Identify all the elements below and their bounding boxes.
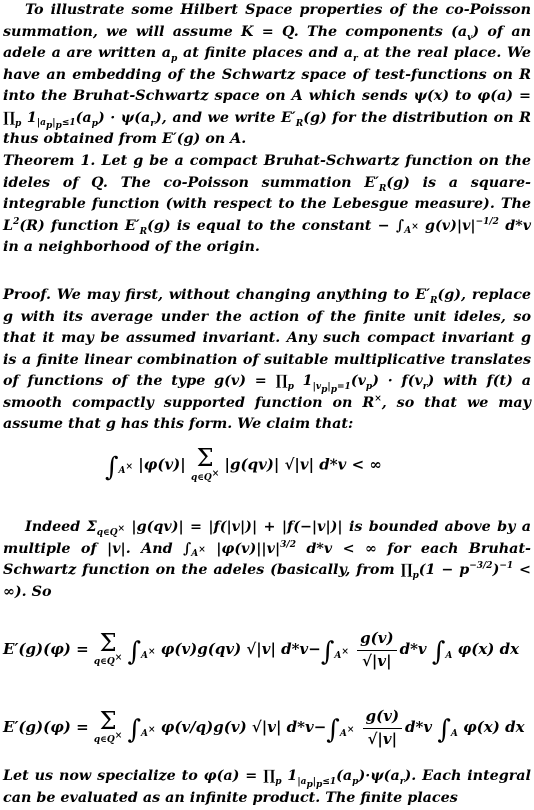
intro-paragraph: To illustrate some Hilbert Space properties of the co-Poisson summation, we will assume K = Q. The components $(a_v)$ of an adele a are written $a_p$ at finite places and $a_r$ at the real place. We have an embedding of the Schwartz space of test-functions on R into the Bruhat-Schwartz space on A which sends ψ(x) to $\varphi(a) = \prod_p$ $1_{|a_p|_p\le 1}(a_p) \cdot \psi(a_r)$, and we write $E'_R(g)$ for the distribution on R thus obtained from E′(g) on A. xyxy=(3,2,531,147)
theorem-1: Theorem 1. Let g be a compact Bruhat-Schwartz function on the ideles of Q. The co-Poisson summation $E'_R(g)$ is a square-integrable function (with respect to the Lebesgue measure). The $L^2(R)$ function $E'_R(g)$ is equal to the constant − $\int_{A^\times}$ $g(v)|v|^{-1/2}$ d*v in a neighborhood of the origin. xyxy=(3,153,532,255)
co-poisson-equation-2: E′(g)(φ) = Σ q∈Q× $\int_{A^\times}$ φ(v/q)g(v) √|v| $d*v-\int_{A^\times}$ $\frac{g(v)}{√|v|}$ d*v $\int_A$ φ(x) dx xyxy=(3,706,525,748)
bound-paragraph: Indeed $\Sigma_{q\in Q^\times}$ |g(qv)| = |f(|v|)| + |f(−|v|)| is bounded above by a multiple of |v|. And $\int_{A^\times}$ $|\varphi(v)||v|^{3/2}$ d*v < ∞ for each Bruhat-Schwartz function on the adeles (basically, from $\prod_p(1 - p^{-3/2})^{-1}$ < ∞). So xyxy=(3,519,531,600)
specialize-paragraph: Let us now specialize to $\varphi(a) = \prod_p$ $1_{|a_p|_p\le 1}(a_p)\cdot\psi(a_r)$. Each integral can be evaluated as an infinite product. The finite places xyxy=(3,768,531,806)
proof-paragraph: Proof. We may first, without changing anything to $E'_R(g)$, replace g with its average under the action of the finite unit ideles, so that it may be assumed invariant. Any such compact invariant g is a finite linear combination of suitable multiplicative translates of functions of the type $g(v) = \prod_p$ $1_{|v_p|_p=1}(v_p) \cdot f(v_r)$ with f(t) a smooth compactly supported function on R×, so that we may assume that g has this form. We claim that: xyxy=(3,287,531,432)
claim-equation: $\int_{A^\times}$ |φ(v)| Σ q∈Q× |g(qv)| √|v| d*v < ∞ xyxy=(105,444,382,483)
co-poisson-equation-1: E′(g)(φ) = Σ q∈Q× $\int_{A^\times}$ φ(v)g(qv) √|v| $d*v-\int_{A^\times}$ $\frac{g(v)}{√|v|}$ d*v $\int_A$ φ(x) dx xyxy=(3,628,520,670)
